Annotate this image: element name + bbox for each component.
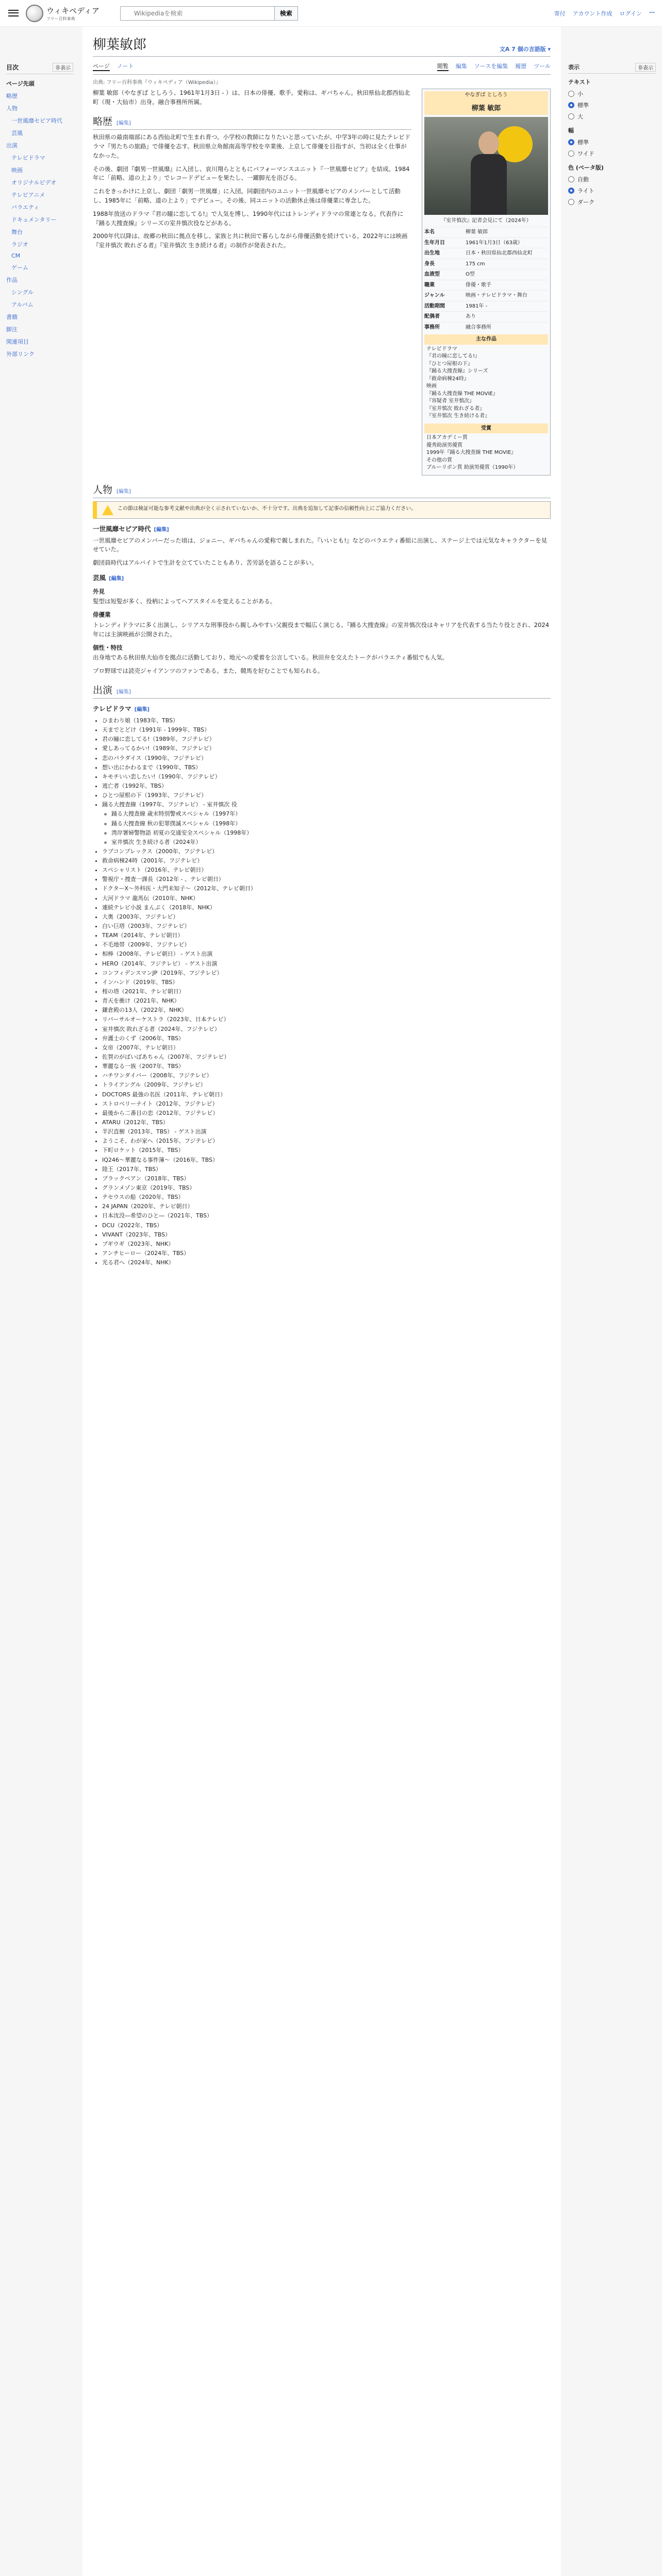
list-item[interactable]: • 天までとどけ（1991年 - 1999年、TBS） bbox=[102, 725, 551, 735]
infobox-award: 優秀助演男優賞 bbox=[426, 442, 462, 448]
radio-icon[interactable] bbox=[568, 150, 574, 157]
edit-section-link[interactable]: [編集] bbox=[117, 488, 131, 495]
toc-item[interactable]: ラジオ bbox=[11, 241, 28, 248]
list-item[interactable]: • キモチいい恋したい!（1990年、フジテレビ） bbox=[102, 772, 551, 782]
infobox bbox=[422, 89, 551, 476]
toc-item[interactable]: 人物 bbox=[6, 105, 18, 112]
infobox-key: 本名 bbox=[424, 229, 435, 235]
width-option[interactable] bbox=[568, 137, 656, 148]
width-option[interactable] bbox=[568, 148, 656, 159]
list-item[interactable]: • ATARU（2012年、TBS） bbox=[102, 1118, 551, 1127]
section-appearances-heading: 出演 bbox=[93, 685, 113, 697]
toc-item[interactable]: 作品 bbox=[6, 277, 18, 283]
wikipedia-globe-icon bbox=[26, 5, 43, 22]
list-item[interactable]: • 逃亡者（1992年、TBS） bbox=[102, 782, 551, 791]
infobox-key: 事務所 bbox=[424, 324, 440, 330]
lead-paragraph: 柳葉 敏郎（やなぎば としろう、1961年1月3日 - ）は、日本の俳優、歌手。愛称は、ギバちゃん。秋田県仙北郡西仙北町（現・大仙市）出身。融合事務所所属。 bbox=[93, 89, 410, 106]
section-style-heading: 芸風 bbox=[93, 574, 106, 582]
toc-item[interactable]: 脚注 bbox=[6, 326, 18, 333]
tab-edit[interactable]: 編集 bbox=[455, 63, 467, 70]
color-option-label: ライト bbox=[577, 188, 594, 194]
toc-item[interactable]: 舞台 bbox=[11, 229, 23, 235]
list-item[interactable]: • アンチヒーロー（2024年、TBS） bbox=[102, 1249, 551, 1258]
infobox-key: 出生地 bbox=[424, 250, 440, 257]
warning-icon bbox=[102, 505, 113, 515]
paragraph: 2000年代以降は、故郷の秋田に拠点を移し、家族と共に秋田で暮らしながら俳優活動を続けている。2022年には映画『室井慎次 敗れざる者』『室井慎次 生き続ける者』の制作が発表された。 bbox=[93, 232, 408, 249]
list-item[interactable]: • リバーサルオーケストラ（2023年、日本テレビ） bbox=[102, 1015, 551, 1024]
list-item[interactable]: ◦ 湾岸署婦警物語 初夏の交通安全スペシャル（1998年） bbox=[111, 828, 551, 838]
toc-item[interactable]: 映画 bbox=[11, 167, 23, 174]
paragraph: 秋田県の最南端部にある西仙北町で生まれ育つ。小学校の教師になりたいと思っていたが、中学3年の時に見たテレビドラマ『男たちの旅路』で俳優を志す。秋田県立角館南高等学校を卒業後、上京して俳優を目指すが、当初は全く仕事がなかった。 bbox=[93, 133, 411, 159]
color-option[interactable] bbox=[568, 185, 656, 196]
tools-title: 表示 bbox=[568, 64, 580, 71]
list-item[interactable]: • ひとつ屋根の下（1993年、フジテレビ） bbox=[102, 791, 551, 800]
search-button[interactable]: 検索 bbox=[275, 6, 298, 21]
more-options-icon[interactable]: ⋯ bbox=[649, 9, 655, 16]
list-item[interactable]: • 弁護士のくず（2006年、TBS） bbox=[102, 1034, 551, 1043]
list-item[interactable]: • 日本沈没―希望のひと―（2021年、TBS） bbox=[102, 1211, 551, 1221]
edit-section-link[interactable]: [編集] bbox=[117, 120, 131, 126]
site-name: ウィキペディア bbox=[46, 6, 100, 15]
infobox-value: 俳優・歌手 bbox=[466, 282, 491, 288]
section-person-heading: 人物 bbox=[93, 484, 113, 496]
list-item[interactable]: • グランメゾン東京（2019年、TBS） bbox=[102, 1183, 551, 1193]
list-item[interactable]: • 連続テレビ小説 まんぷく（2018年、NHK） bbox=[102, 903, 551, 912]
tab-tools[interactable]: ツール bbox=[534, 63, 551, 70]
color-option-label: ダーク bbox=[577, 199, 594, 206]
infobox-value: 1961年1月3日（63歳） bbox=[466, 240, 523, 246]
infobox-key: 血液型 bbox=[424, 272, 440, 278]
list-item[interactable]: • DCU（2022年、TBS） bbox=[102, 1221, 551, 1230]
user-links bbox=[554, 9, 655, 18]
page-title: 柳葉敏郎 bbox=[93, 37, 147, 53]
infobox-value: 1981年 - bbox=[466, 303, 488, 309]
infobox-work: 『踊る大捜査線』シリーズ bbox=[426, 368, 488, 375]
list-item[interactable]: • 華麗なる一族（2007年、TBS） bbox=[102, 1062, 551, 1071]
text-size-option-label: 標準 bbox=[577, 102, 589, 109]
toc-title: 目次 bbox=[6, 64, 19, 71]
text-size-option-label: 大 bbox=[577, 113, 583, 120]
subsection-heading: 外見 bbox=[93, 587, 105, 595]
tab-read[interactable]: 閲覧 bbox=[437, 62, 449, 71]
language-button[interactable]: 文A 7 個の言語版 ▾ bbox=[499, 46, 551, 53]
paragraph: 出身地である秋田県大仙市を拠点に活動しており、地元への愛着を公言している。秋田弁を交えたトークがバラエティ番組でも人気。 bbox=[93, 654, 449, 662]
list-item[interactable]: • 君の瞳に恋してる!（1989年、フジテレビ） bbox=[102, 735, 551, 744]
color-option-label: 自動 bbox=[577, 176, 589, 183]
table-of-contents bbox=[6, 27, 73, 2576]
toc-item[interactable]: アルバム bbox=[11, 301, 34, 308]
header-bar bbox=[0, 0, 662, 27]
list-item[interactable]: ◦ 踊る大捜査線 秋の犯罪撲滅スペシャル（1998年） bbox=[111, 819, 551, 828]
infobox-ruby: やなぎば としろう bbox=[424, 91, 548, 101]
list-item[interactable]: • 愛しあってるかい!（1989年、フジテレビ） bbox=[102, 744, 551, 753]
list-item[interactable]: • 陸王（2017年、TBS） bbox=[102, 1165, 551, 1174]
infobox-row bbox=[424, 290, 548, 301]
toc-item[interactable]: テレビドラマ bbox=[11, 155, 45, 161]
list-item[interactable]: • ドクターX〜外科医・大門未知子〜（2012年、テレビ朝日） bbox=[102, 884, 551, 893]
list-item[interactable]: • IQ246〜華麗なる事件簿〜（2016年、TBS） bbox=[102, 1156, 551, 1165]
list-item[interactable]: • ストロベリーナイト（2012年、フジテレビ） bbox=[102, 1099, 551, 1109]
list-item[interactable]: • コンフィデンスマンJP（2019年、フジテレビ） bbox=[102, 969, 551, 978]
paragraph: プロ野球では読売ジャイアンツのファンである。また、競馬を好むことでも知られる。 bbox=[93, 667, 324, 675]
list-item[interactable]: • 恋のパラダイス（1990年、フジテレビ） bbox=[102, 754, 551, 763]
radio-icon[interactable] bbox=[568, 139, 574, 145]
list-item[interactable]: • 佐賀のがばいばあちゃん（2007年、フジテレビ） bbox=[102, 1053, 551, 1062]
infobox-award: その他の賞 bbox=[426, 457, 452, 463]
infobox-award: 1999年『踊る大捜査線 THE MOVIE』 bbox=[426, 450, 517, 456]
infobox-row bbox=[424, 301, 548, 312]
list-item[interactable]: • トライアングル（2009年、フジテレビ） bbox=[102, 1080, 551, 1090]
infobox-key: 活動期間 bbox=[424, 303, 445, 309]
list-item[interactable]: • ようこそ、わが家へ（2015年、フジテレビ） bbox=[102, 1137, 551, 1146]
list-item[interactable]: • 白い巨塔（2003年、フジテレビ） bbox=[102, 922, 551, 931]
color-label: 色 (ベータ版) bbox=[568, 164, 604, 171]
appearance-tools bbox=[568, 27, 656, 2576]
toc-item[interactable]: テレビアニメ bbox=[11, 192, 45, 198]
infobox-name: 柳葉 敏郎 bbox=[424, 101, 548, 115]
edit-section-link[interactable]: [編集] bbox=[154, 527, 169, 533]
list-item[interactable]: • TEAM（2014年、テレビ朝日） bbox=[102, 931, 551, 940]
list-item[interactable]: • 踊る大捜査線（1997年、フジテレビ） - 室井慎次 役 ◦ 踊る大捜査線 歳末特別警戒スペシャル（1997年） ◦ 踊る大捜査線 秋の犯罪撲滅スペシャル（1998年） ◦ 湾岸署婦警物語 初夏の交通安全スペシャル（1998年） ◦ 室井慎次 生き続ける者（2024年） bbox=[102, 800, 551, 847]
list-item[interactable]: • 24 JAPAN（2020年、テレビ朝日） bbox=[102, 1202, 551, 1211]
paragraph: 髪型は短髪が多く、役柄によってヘアスタイルを変えることがある。 bbox=[93, 598, 276, 605]
infobox-row bbox=[424, 227, 548, 238]
text-size-option[interactable] bbox=[568, 99, 656, 111]
list-item[interactable]: • VIVANT（2023年、TBS） bbox=[102, 1230, 551, 1240]
list-item[interactable]: • ブラックペアン（2018年、TBS） bbox=[102, 1174, 551, 1183]
list-item[interactable]: • DOCTORS 最強の名医（2011年、テレビ朝日） bbox=[102, 1090, 551, 1099]
text-size-option-label: 小 bbox=[577, 91, 583, 97]
toc-item[interactable]: 出演 bbox=[6, 142, 18, 149]
edit-section-link[interactable]: [編集] bbox=[134, 707, 150, 713]
infobox-row bbox=[424, 269, 548, 280]
list-item[interactable]: • 救命病棟24時（2001年、フジテレビ） bbox=[102, 856, 551, 866]
toc-item[interactable]: シングル bbox=[11, 289, 34, 296]
tab-edit-source[interactable]: ソースを編集 bbox=[474, 63, 508, 70]
section-tv-drama-heading: テレビドラマ bbox=[93, 705, 131, 713]
radio-icon[interactable] bbox=[568, 91, 574, 97]
toc-hide-button[interactable]: 非表示 bbox=[53, 63, 73, 72]
edit-section-link[interactable]: [編集] bbox=[109, 576, 124, 582]
search-input[interactable] bbox=[120, 6, 275, 21]
toc-item[interactable]: バラエティ bbox=[11, 204, 40, 211]
toc-item[interactable]: 一世風靡セピア時代 bbox=[11, 117, 62, 124]
search-form bbox=[120, 6, 298, 21]
notice-text: この節は検証可能な参考文献や出典が全く示されていないか、不十分です。出典を追加して記事の信頼性向上にご協力ください。 bbox=[118, 506, 417, 512]
list-item[interactable]: • テセウスの船（2020年、TBS） bbox=[102, 1193, 551, 1202]
list-item[interactable]: • ハチワンダイバー（2008年、フジテレビ） bbox=[102, 1071, 551, 1080]
infobox-work: 『ひとつ屋根の下』 bbox=[426, 361, 473, 367]
text-size-label: テキスト bbox=[568, 79, 591, 86]
radio-icon[interactable] bbox=[568, 188, 574, 194]
list-item[interactable]: • 大河ドラマ 龍馬伝（2010年、NHK） bbox=[102, 894, 551, 903]
paragraph: トレンディドラマに多く出演し、シリアスな刑事役から親しみやすい父親役まで幅広く演じる。『踊る大捜査線』の室井慎次役はキャリアを代表する当たり役とされ、2024年には主演映画が公開された。 bbox=[93, 621, 550, 638]
list-item[interactable]: • 不毛地帯（2009年、フジテレビ） bbox=[102, 940, 551, 950]
infobox-row bbox=[424, 238, 548, 248]
toc-item[interactable]: ドキュメンタリー bbox=[11, 216, 57, 223]
infobox-value: 映画・テレビドラマ・舞台 bbox=[466, 293, 527, 299]
infobox-value: あり bbox=[466, 314, 476, 320]
infobox-work: 『室井慎次 敗れざる者』 bbox=[426, 405, 485, 412]
list-item[interactable]: ◦ 踊る大捜査線 歳末特別警戒スペシャル（1997年） bbox=[111, 809, 551, 819]
toc-item[interactable]: 外部リンク bbox=[6, 351, 35, 358]
tab-page[interactable]: ページ bbox=[93, 62, 110, 71]
list-item[interactable]: • 下町ロケット（2015年、TBS） bbox=[102, 1146, 551, 1155]
radio-icon[interactable] bbox=[568, 102, 574, 108]
toc-item[interactable]: ページ先頭 bbox=[6, 80, 35, 87]
tools-hide-button[interactable]: 非表示 bbox=[635, 63, 656, 72]
infobox-work: 『踊る大捜査線 THE MOVIE』 bbox=[426, 391, 498, 397]
infobox-row bbox=[424, 259, 548, 269]
toc-item[interactable]: 略歴 bbox=[6, 93, 18, 99]
edit-section-link[interactable]: [編集] bbox=[117, 689, 131, 696]
paragraph: 一世風靡セピアのメンバーだった頃は、ジョニー、ギバちゃんの愛称で親しまれた。『いいとも!』などのバラエティ番組に出演し、ステージ上では元気なキャラクターを見せていた。 bbox=[93, 536, 548, 553]
width-option-label: 標準 bbox=[577, 139, 589, 146]
infobox-work: 『容疑者 室井慎次』 bbox=[426, 398, 475, 404]
infobox-key: 配偶者 bbox=[424, 314, 440, 320]
list-item[interactable]: • ラブコンプレックス（2000年、フジテレビ） bbox=[102, 847, 551, 856]
list-item[interactable]: • ひまわり娘（1983年、TBS） bbox=[102, 716, 551, 725]
paragraph: これをきっかけに上京し、劇団「劇男一世風靡」に入団。同劇団内のユニット一世風靡セピアのメンバーとして活動し、1985年に「前略、道の上より」でデビュー。その後、同ユニットの活動休止後は俳優業に専念した。 bbox=[93, 188, 401, 204]
site-logo[interactable] bbox=[26, 5, 100, 22]
infobox-row bbox=[424, 248, 548, 259]
infobox-key: ジャンル bbox=[424, 293, 445, 299]
list-item[interactable]: • 最後から二番目の恋（2012年、フジテレビ） bbox=[102, 1109, 551, 1118]
list-item[interactable]: • 光る君へ（2024年、NHK） bbox=[102, 1258, 551, 1267]
toc-item[interactable]: 書籍 bbox=[6, 314, 18, 320]
create-account-link[interactable]: アカウント作成 bbox=[572, 10, 613, 17]
infobox-work: 映画 bbox=[426, 383, 437, 389]
photo-caption: 『室井慎次』記者会見にて（2024年） bbox=[441, 217, 532, 224]
width-option-label: ワイド bbox=[577, 150, 594, 157]
infobox-work: 『室井慎次 生き続ける者』 bbox=[426, 413, 490, 419]
subsection-heading: 個性・特技 bbox=[93, 643, 123, 651]
infobox-award: 日本アカデミー賞 bbox=[426, 435, 468, 441]
infobox-work: テレビドラマ bbox=[426, 346, 457, 352]
infobox-award: ブルーリボン賞 助演男優賞（1990年） bbox=[426, 465, 519, 471]
list-item[interactable]: • 女帝（2007年、テレビ朝日） bbox=[102, 1043, 551, 1053]
list-item[interactable]: • 青天を衝け（2021年、NHK） bbox=[102, 996, 551, 1006]
toc-item[interactable]: CM bbox=[11, 252, 21, 259]
list-item[interactable]: ◦ 室井慎次 生き続ける者（2024年） bbox=[111, 838, 551, 847]
text-size-option[interactable] bbox=[568, 88, 656, 99]
infobox-row bbox=[424, 322, 548, 333]
infobox-key: 生年月日 bbox=[424, 240, 445, 246]
list-item[interactable]: • 室井慎次 敗れざる者（2024年、フジテレビ） bbox=[102, 1025, 551, 1034]
section-career-heading: 略歴 bbox=[93, 115, 113, 127]
site-subtitle: フリー百科事典 bbox=[46, 16, 75, 21]
radio-icon[interactable] bbox=[568, 113, 574, 120]
width-label: 幅 bbox=[568, 127, 574, 134]
section-sepia-heading: 一世風靡セピア時代 bbox=[93, 525, 151, 533]
infobox-value: 日本・秋田県仙北郡西仙北町 bbox=[466, 250, 533, 257]
paragraph: 1988年放送のドラマ『君の瞳に恋してる!』で人気を博し、1990年代にはトレンディドラマの常連となる。代表作に『踊る大捜査線』シリーズの室井慎次役などがある。 bbox=[93, 210, 404, 227]
list-item[interactable]: • 警視庁・捜査一課長（2012年 - 、テレビ朝日） bbox=[102, 875, 551, 884]
portrait-photo[interactable] bbox=[424, 117, 548, 215]
toc-item[interactable]: ゲーム bbox=[11, 264, 28, 271]
tab-talk[interactable]: ノート bbox=[117, 63, 134, 70]
list-item[interactable]: • スペシャリスト（2016年、テレビ朝日） bbox=[102, 866, 551, 875]
list-item[interactable]: • 相棒（2008年、テレビ朝日） - ゲスト出演 bbox=[102, 950, 551, 959]
tab-history[interactable]: 履歴 bbox=[515, 63, 527, 70]
list-item[interactable]: • 桜の塔（2021年、テレビ朝日） bbox=[102, 987, 551, 996]
infobox-work: 『君の瞳に恋してる!』 bbox=[426, 353, 481, 360]
infobox-row bbox=[424, 311, 548, 322]
infobox-row bbox=[424, 280, 548, 291]
infobox-value: O型 bbox=[466, 272, 475, 278]
list-item[interactable]: • 大奥（2003年、フジテレビ） bbox=[102, 912, 551, 922]
color-option[interactable] bbox=[568, 196, 656, 208]
main-menu-icon[interactable] bbox=[7, 7, 20, 20]
infobox-value: 柳葉 敏郎 bbox=[466, 229, 488, 235]
tagline: 出典: フリー百科事典『ウィキペディア（Wikipedia）』 bbox=[93, 80, 221, 86]
login-link[interactable]: ログイン bbox=[619, 10, 642, 17]
list-item[interactable]: • ブギウギ（2023年、NHK） bbox=[102, 1240, 551, 1249]
infobox-key: 身長 bbox=[424, 261, 435, 267]
list-item[interactable]: • 鎌倉殿の13人（2022年、NHK） bbox=[102, 1006, 551, 1015]
paragraph: その後、劇団『劇男一世風靡』に入団し、哀川翔らとともにパフォーマンスユニット『一世風靡セピア』を結成。1984年に「前略、道の上より」でレコードデビューを果たし、一躍脚光を浴びる。 bbox=[93, 165, 410, 182]
toc-item[interactable]: 関連項目 bbox=[6, 338, 29, 345]
toc-item[interactable]: 芸風 bbox=[11, 130, 23, 137]
infobox-work: 『救命病棟24時』 bbox=[426, 376, 469, 382]
radio-icon[interactable] bbox=[568, 199, 574, 205]
awards-heading: 受賞 bbox=[424, 423, 548, 434]
list-item[interactable]: • 想い出にかわるまで（1990年、TBS） bbox=[102, 763, 551, 772]
donate-link[interactable]: 寄付 bbox=[554, 10, 566, 17]
infobox-key: 職業 bbox=[424, 282, 435, 288]
text-size-option[interactable] bbox=[568, 111, 656, 122]
radio-icon[interactable] bbox=[568, 176, 574, 182]
list-item[interactable]: • 半沢直樹（2013年、TBS） - ゲスト出演 bbox=[102, 1127, 551, 1137]
infobox-value: 融合事務所 bbox=[466, 324, 491, 330]
list-item[interactable]: • HERO（2014年、フジテレビ） - ゲスト出演 bbox=[102, 959, 551, 969]
citation-notice bbox=[93, 501, 551, 519]
works-heading: 主な作品 bbox=[424, 334, 548, 345]
infobox-value: 175 cm bbox=[466, 261, 485, 267]
color-option[interactable] bbox=[568, 174, 656, 185]
paragraph: 劇団員時代はアルバイトで生計を立てていたこともあり、苦労話を語ることが多い。 bbox=[93, 559, 318, 567]
article bbox=[82, 27, 561, 2576]
list-item[interactable]: • インハンド（2019年、TBS） bbox=[102, 978, 551, 987]
toc-item[interactable]: オリジナルビデオ bbox=[11, 179, 57, 186]
subsection-heading: 俳優業 bbox=[93, 611, 111, 619]
